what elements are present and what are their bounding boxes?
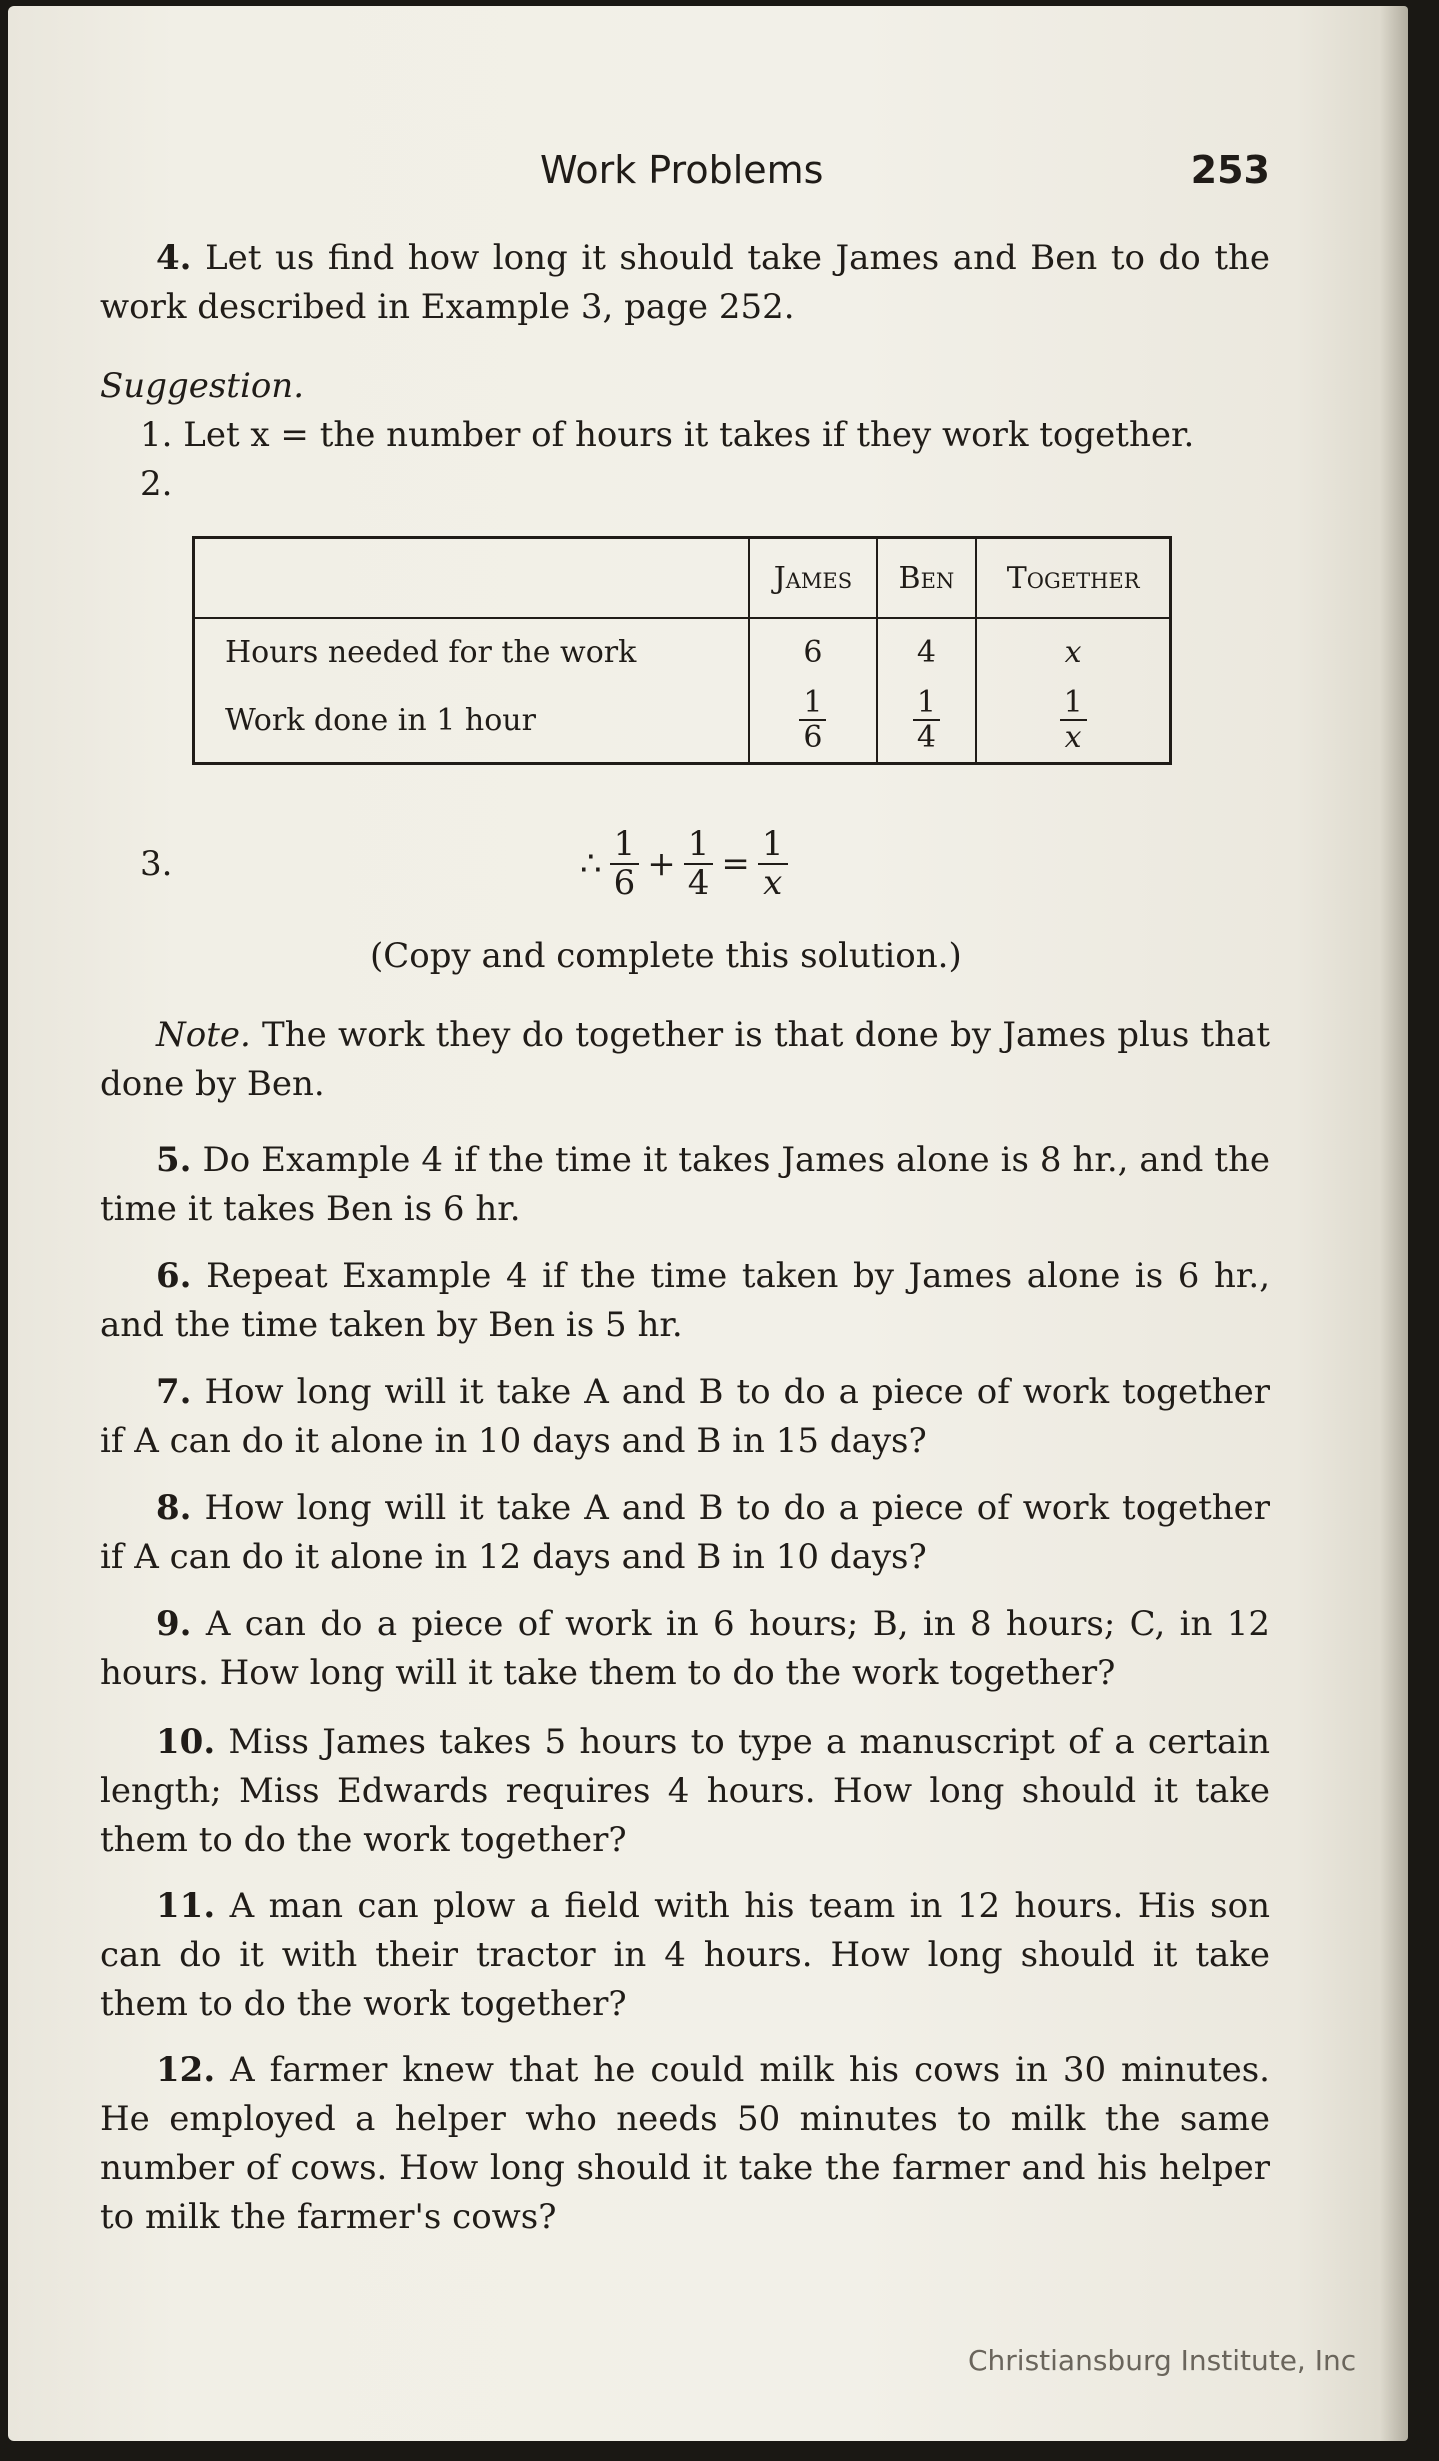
problem-10: [100, 1718, 1270, 1865]
numerator: 1: [913, 686, 940, 721]
problem-4: [100, 234, 1270, 332]
plus-sign: +: [647, 844, 676, 885]
denominator: 6: [803, 720, 823, 755]
problem-text: A can do a piece of work in 6 hours; B, in 8 hours; C, in 12 hours. How long will it take them to do the work together?: [100, 1604, 1270, 1693]
problem-number: 8.: [156, 1488, 192, 1528]
problem-text: A man can plow a field with his team in 12 hours. His son can do it with their tractor in 4 hours. How long should it take them to do the work together?: [100, 1886, 1270, 2024]
table-row: [194, 618, 1171, 678]
therefore-symbol: ∴: [580, 844, 602, 885]
problem-number: 12.: [156, 2050, 216, 2090]
problem-number: 9.: [156, 1604, 192, 1644]
denominator: 4: [687, 863, 710, 904]
problem-text: Do Example 4 if the time it takes James alone is 8 hr., and the time it takes Ben is 6 hr.: [100, 1140, 1270, 1229]
suggestion-step-1: 1. Let x = the number of hours it takes if they work together.: [140, 415, 1195, 455]
copy-note: (Copy and complete this solution.): [370, 936, 962, 976]
column-header-together: Together: [976, 538, 1170, 619]
cell-ben-hours: 4: [877, 618, 977, 678]
book-page: [8, 6, 1408, 2441]
fraction: [758, 826, 788, 903]
problem-7: [100, 1368, 1270, 1466]
note-text: The work they do together is that done by James plus that done by Ben.: [100, 1015, 1270, 1104]
numerator: 1: [1060, 686, 1087, 721]
row-label: Hours needed for the work: [225, 635, 637, 670]
numerator: 1: [758, 826, 788, 865]
problem-text: Miss James takes 5 hours to type a manuscript of a certain length; Miss Edwards requires 4 hours. How long should it take them to do the work together?: [100, 1722, 1270, 1860]
problem-text: How long will it take A and B to do a piece of work together if A can do it alone in 10 days and B in 15 days?: [100, 1372, 1271, 1461]
note: [100, 1011, 1270, 1109]
problem-8: [100, 1484, 1270, 1582]
numerator: 1: [799, 686, 826, 721]
problem-11: [100, 1882, 1270, 2029]
problem-text: Repeat Example 4 if the time taken by James alone is 6 hr., and the time taken by Ben is 5 hr.: [100, 1256, 1270, 1345]
problem-number: 6.: [156, 1256, 192, 1296]
note-label: Note.: [156, 1015, 251, 1055]
problem-number: 11.: [156, 1886, 216, 1926]
problem-number: 7.: [156, 1372, 192, 1412]
step-3-label: 3.: [140, 844, 173, 884]
watermark: Christiansburg Institute, Inc: [968, 2344, 1357, 2377]
page-number: 253: [1190, 148, 1270, 192]
numerator: 1: [684, 826, 714, 865]
denominator: x: [763, 863, 783, 904]
denominator: 4: [916, 720, 936, 755]
column-header-ben: Ben: [877, 538, 977, 619]
problem-text: A farmer knew that he could milk his cows in 30 minutes. He employed a helper who needs 50 minutes to milk the same number of cows. How long should it take the farmer and his helper to milk the farmer's cows?: [100, 2050, 1270, 2237]
running-head: [100, 148, 1270, 198]
cell-together-rate: [976, 678, 1170, 764]
table-corner: [194, 538, 750, 619]
suggestion-heading: Suggestion.: [100, 366, 304, 406]
problem-text: How long will it take A and B to do a piece of work together if A can do it alone in 12 days and B in 10 days?: [100, 1488, 1271, 1577]
running-title: Work Problems: [540, 148, 824, 192]
work-table: [192, 536, 1172, 765]
table-header-row: [194, 538, 1171, 619]
denominator: 6: [613, 863, 636, 904]
cell-together-hours: x: [976, 618, 1170, 678]
problem-text: Let us find how long it should take James and Ben to do the work described in Example 3, page 252.: [100, 238, 1271, 327]
table-row: [194, 678, 1171, 764]
fraction: [799, 686, 826, 754]
fraction: [684, 826, 714, 903]
problem-5: [100, 1136, 1270, 1234]
fraction: [913, 686, 940, 754]
problem-number: 4.: [156, 238, 192, 278]
fraction: [1060, 686, 1087, 754]
cell-james-rate: [749, 678, 876, 764]
problem-number: 5.: [156, 1140, 192, 1180]
column-header-james: James: [749, 538, 876, 619]
cell-ben-rate: [877, 678, 977, 764]
denominator: x: [1064, 720, 1082, 755]
numerator: 1: [610, 826, 640, 865]
cell-james-hours: 6: [749, 618, 876, 678]
page-edge-shadow: [1380, 6, 1408, 2441]
problem-12: [100, 2046, 1270, 2242]
problem-9: [100, 1600, 1270, 1698]
fraction: [610, 826, 640, 903]
equals-sign: =: [721, 844, 750, 885]
row-label: Work done in 1 hour: [225, 702, 536, 738]
step-3-equation: [580, 826, 788, 903]
problem-number: 10.: [156, 1722, 216, 1762]
suggestion-step-2: 2.: [140, 464, 173, 504]
problem-6: [100, 1252, 1270, 1350]
